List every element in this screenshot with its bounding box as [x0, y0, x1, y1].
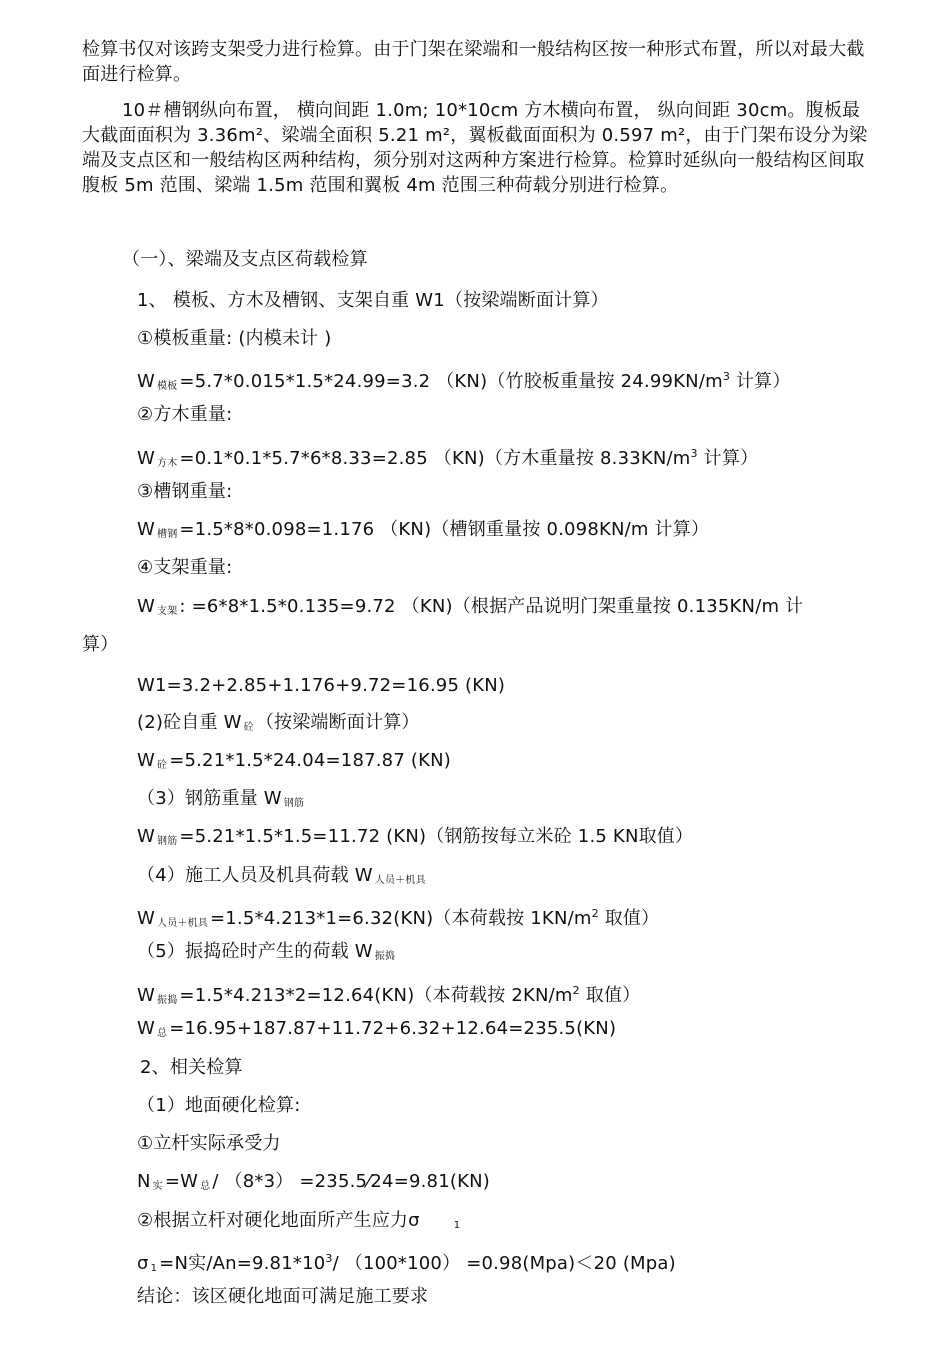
- channel-formula: W $_{槽钢}$ =1.5*8*0.098=1.176 （KN)（槽钢重量按 0.098KN/m 计算）: [137, 519, 710, 540]
- pole-force-formula: N $_实$ =W $_总$ / （8*3） =235.5⁄24=9.81(KN): [137, 1171, 490, 1192]
- vibration-load-formula: W $_{振捣}$ =1.5*4.213*2=12.64(KN)（本荷载按 $2KN/m^2$ 取值）: [137, 984, 641, 1006]
- conclusion: 结论：该区硬化地面可满足施工要求: [137, 1286, 429, 1307]
- pole-force-title: ①立杆实际承受力: [137, 1133, 281, 1154]
- timber-formula: W $_{方木}$ =0.1*0.1*5.7*6*8.33=2.85 （KN)（方木重量按 $8.33KN/m^3$ 计算）: [137, 447, 759, 469]
- w1-total: W1=3.2+2.85+1.176+9.72=16.95 (KN): [137, 675, 506, 696]
- crew-load-title: （4）施工人员及机具荷载 W $_{人员+机具}$: [137, 865, 426, 886]
- vibration-load-title: （5）振捣砼时产生的荷载 W $_{振捣}$: [137, 941, 396, 962]
- stress-formula: σ $_1$ =N实$/An=9.81*10^3/$ （100*100） =0.98(Mpa)＜20 (Mpa): [137, 1252, 676, 1274]
- support-title: ④支架重量:: [137, 557, 233, 578]
- channel-title: ③槽钢重量:: [137, 481, 233, 502]
- stress-title: ②根据立杆对硬化地面所产生应力σ $_1$: [137, 1210, 461, 1231]
- item-heading-2: 2、相关检算: [140, 1057, 243, 1078]
- formwork-title: ①模板重量: (内模未计 ): [137, 328, 332, 349]
- timber-title: ②方木重量:: [137, 404, 233, 425]
- rebar-title: （3）钢筋重量 W $_{钢筋}$: [137, 788, 305, 809]
- ground-check-title: （1）地面硬化检算:: [137, 1095, 301, 1116]
- item-heading-1: 1、 模板、方木及槽钢、支架自重 W1（按梁端断面计算）: [137, 290, 609, 311]
- concrete-title: (2)砼自重 W $_砼$ （按梁端断面计算）: [137, 712, 420, 733]
- section-heading: （一）、梁端及支点区荷载检算: [122, 249, 368, 270]
- crew-load-formula: W $_{人员+机具}$ =1.5*4.213*1=6.32(KN)（本荷载按 $1KN/m^2$ 取值）: [137, 907, 660, 929]
- total-load-formula: W $_总$ =16.95+187.87+11.72+6.32+12.64=235.5(KN): [137, 1018, 617, 1039]
- concrete-formula: W $_砼$ =5.21*1.5*24.04=187.87 (KN): [137, 750, 452, 771]
- formwork-formula: W $_{模板}$ =5.7*0.015*1.5*24.99=3.2 （KN)（竹胶板重量按 $24.99KN/m^3$ 计算）: [137, 370, 791, 392]
- paragraph-intro: 检算书仅对该跨支架受力进行检算。由于门架在梁端和一般结构区按一种形式布置，所以对最大截面进行检算。: [82, 39, 865, 85]
- support-formula: W $_{支架}$ : =6*8*1.5*0.135=9.72 （KN)（根据产品说明门架重量按 0.135KN/m 计: [137, 596, 804, 617]
- support-formula-wrap: 算）: [82, 634, 119, 655]
- paragraph-layout: 10＃槽钢纵向布置， 横向间距 1.0m; 10*10cm 方木横向布置， 纵向间距 30cm。腹板最大截面面积为 3.36m²、梁端全面积 5.21 m²，翼板截面面积为 0.597 m²，由于门架布设分为梁端及支点区和一般结构区两种结构，须分别对这两种方案进行检算。检算时延纵向一般结构区间取腹板 5m 范围、梁端 1.5m 范围和翼板 4m 范围三种荷载分别进行检算。: [82, 100, 868, 196]
- rebar-formula: W $_{钢筋}$ =5.21*1.5*1.5=11.72 (KN)（钢筋按每立米砼 1.5 KN取值）: [137, 826, 694, 847]
